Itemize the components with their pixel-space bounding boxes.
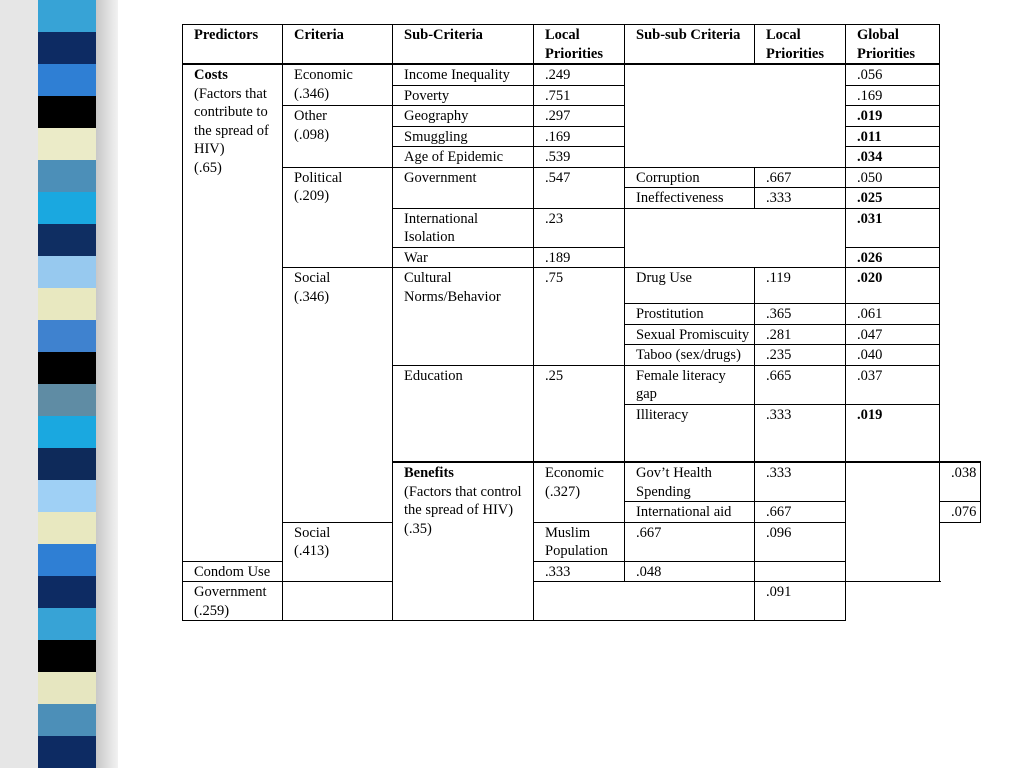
sub-criteria-cell: Income Inequality [393, 64, 534, 85]
sub-criteria-empty [393, 188, 534, 209]
color-band [38, 256, 96, 288]
criteria-benefits-government [183, 582, 283, 621]
global-priority-cell: .040 [846, 345, 940, 366]
table-row [183, 106, 981, 127]
table-row [183, 64, 981, 85]
sub-criteria-empty [393, 404, 534, 424]
spacer-cell [755, 424, 846, 462]
global-priority-cell: .034 [846, 147, 940, 168]
color-band [38, 352, 96, 384]
sub-criteria-cell: Smuggling [393, 126, 534, 147]
local-priority-cell: .667 [625, 522, 755, 561]
local-priority-2-cell: .365 [755, 304, 846, 325]
sub-criteria-cell: Geography [393, 106, 534, 127]
header-local-priorities-2: Local Priorities [755, 25, 846, 65]
criteria-benefits-social [283, 522, 393, 582]
global-priority-cell: .026 [846, 247, 940, 268]
global-priority-cell: .025 [846, 188, 940, 209]
color-band [38, 416, 96, 448]
empty-sub-sub-block [625, 64, 846, 167]
local-priority-2-cell: .333 [755, 188, 846, 209]
global-priority-cell: .091 [755, 582, 846, 621]
empty-benefits-government-block [283, 582, 755, 621]
local-priority-2-cell: .119 [755, 268, 846, 304]
spacer-cell [846, 424, 940, 462]
sub-sub-criteria-cell: Drug Use [625, 268, 755, 304]
criteria-economic-weight: (.346) [294, 85, 330, 102]
global-priority-cell: .019 [846, 106, 940, 127]
color-band [38, 32, 96, 64]
criteria-political-name: Political [294, 169, 343, 186]
header-sub-sub-criteria: Sub-sub Criteria [625, 25, 755, 65]
predictor-benefits-name: Benefits [404, 465, 454, 481]
color-band [38, 448, 96, 480]
color-band [38, 192, 96, 224]
sub-sub-criteria-cell: Sexual Promiscuity [625, 324, 755, 345]
local-priority-cell: .751 [534, 85, 625, 106]
color-band [38, 384, 96, 416]
local-priority-2-cell: .333 [755, 404, 846, 424]
sub-sub-criteria-cell: Corruption [625, 167, 755, 188]
global-priority-cell: .076 [940, 502, 981, 523]
local-priority-2-cell: .281 [755, 324, 846, 345]
local-priority-cell: .539 [534, 147, 625, 168]
local-priority-2-cell: .665 [755, 365, 846, 404]
sub-criteria-cell: International Isolation [393, 208, 534, 247]
spacer-cell [625, 424, 755, 462]
sub-criteria-cell: War [393, 247, 534, 268]
color-band [38, 640, 96, 672]
global-priority-cell: .037 [846, 365, 940, 404]
header-local-priorities: Local Priorities [534, 25, 625, 65]
color-band-strip [38, 0, 96, 768]
table-row [183, 167, 981, 188]
criteria-social-name: Social [294, 270, 331, 286]
global-priority-cell: .061 [846, 304, 940, 325]
predictor-costs [183, 64, 283, 561]
color-band [38, 544, 96, 576]
ahp-priorities-table [182, 24, 981, 621]
local-priority-cell: .249 [534, 64, 625, 85]
local-priority-cell: .75 [534, 268, 625, 366]
predictor-costs-weight: (.65) [194, 159, 222, 176]
sub-criteria-cell: Muslim Population [534, 522, 625, 561]
decorative-strip [0, 0, 118, 768]
sub-criteria-cell: Age of Epidemic [393, 147, 534, 168]
color-band [38, 224, 96, 256]
empty-sub-sub-block [846, 462, 940, 582]
sub-sub-criteria-cell: Ineffectiveness [625, 188, 755, 209]
global-priority-cell: .056 [846, 64, 940, 85]
sub-criteria-cell: Poverty [393, 85, 534, 106]
criteria-economic-name: Economic [294, 67, 353, 83]
criteria-benefits-government-name: Government [194, 584, 267, 600]
local-priority-cell: .297 [534, 106, 625, 127]
criteria-social-weight: (.346) [294, 288, 330, 305]
local-priority-cell: .25 [534, 365, 625, 404]
spacer-cell [393, 424, 534, 462]
local-priority-empty [534, 188, 625, 209]
color-band [38, 480, 96, 512]
predictor-costs-desc: (Factors that contribute to the spread of HIV) [194, 85, 269, 157]
header-sub-criteria: Sub-Criteria [393, 25, 534, 65]
color-band [38, 96, 96, 128]
criteria-other-weight: (.098) [294, 126, 330, 143]
criteria-benefits-economic-name: Economic [545, 465, 604, 481]
local-priority-2-cell: .235 [755, 345, 846, 366]
local-priority-cell: .333 [755, 462, 846, 502]
sub-sub-criteria-cell: Illiteracy [625, 404, 755, 424]
criteria-political-weight: (.209) [294, 188, 330, 204]
criteria-political [283, 167, 393, 268]
global-priority-cell: .048 [625, 561, 755, 582]
strip-shadow [96, 0, 118, 768]
criteria-social [283, 268, 393, 523]
criteria-benefits-government-weight: (.259) [194, 602, 230, 619]
global-priority-cell: .020 [846, 268, 940, 304]
global-priority-cell: .047 [846, 324, 940, 345]
sub-criteria-cell: International aid [625, 502, 755, 523]
local-priority-cell: .189 [534, 247, 625, 268]
color-band [38, 160, 96, 192]
empty-sub-sub-block [625, 208, 846, 268]
sub-criteria-cell: Cultural Norms/Behavior [393, 268, 534, 366]
local-priority-cell: .547 [534, 167, 625, 188]
color-band [38, 288, 96, 320]
local-priority-cell: .23 [534, 208, 625, 247]
header-predictors: Predictors [183, 25, 283, 65]
local-priority-cell: .169 [534, 126, 625, 147]
color-band [38, 736, 96, 768]
table-row [183, 268, 981, 304]
global-priority-cell: .031 [846, 208, 940, 247]
color-band [38, 128, 96, 160]
criteria-other [283, 106, 393, 168]
local-priority-2-cell: .667 [755, 167, 846, 188]
global-priority-cell: .096 [755, 522, 846, 561]
predictor-costs-name: Costs [194, 67, 228, 83]
predictor-benefits-weight: (.35) [404, 520, 432, 537]
criteria-benefits-economic [534, 462, 625, 522]
sub-criteria-cell: Government [393, 167, 534, 188]
color-band [38, 64, 96, 96]
sub-sub-criteria-cell: Prostitution [625, 304, 755, 325]
criteria-benefits-economic-weight: (.327) [545, 483, 581, 500]
global-priority-cell: .038 [940, 462, 981, 502]
global-priority-cell: .011 [846, 126, 940, 147]
local-priority-cell: .333 [534, 561, 625, 582]
sub-criteria-cell: Education [393, 365, 534, 404]
criteria-benefits-social-weight: (.413) [294, 543, 330, 559]
color-band [38, 320, 96, 352]
local-priority-empty [534, 404, 625, 424]
local-priority-cell: .667 [755, 502, 846, 523]
header-global-priorities: Global Priorities [846, 25, 940, 65]
predictor-benefits-desc: (Factors that control the spread of HIV) [404, 483, 522, 518]
header-criteria: Criteria [283, 25, 393, 65]
criteria-economic [283, 64, 393, 106]
color-band [38, 704, 96, 736]
color-band [38, 576, 96, 608]
criteria-other-name: Other [294, 108, 328, 124]
color-band [38, 672, 96, 704]
global-priority-cell: .050 [846, 167, 940, 188]
sub-criteria-cell: Condom Use [183, 561, 283, 582]
table-row [183, 582, 981, 621]
sub-sub-criteria-cell: Taboo (sex/drugs) [625, 345, 755, 366]
color-band [38, 0, 96, 32]
criteria-benefits-social-name: Social [294, 524, 331, 541]
global-priority-cell: .019 [846, 404, 940, 424]
color-band [38, 512, 96, 544]
spacer-cell [534, 424, 625, 462]
global-priority-cell: .169 [846, 85, 940, 106]
sub-sub-criteria-cell: Female literacy gap [625, 365, 755, 404]
header-row [183, 25, 981, 65]
color-band [38, 608, 96, 640]
sub-criteria-cell: Gov’t Health Spending [625, 462, 755, 502]
